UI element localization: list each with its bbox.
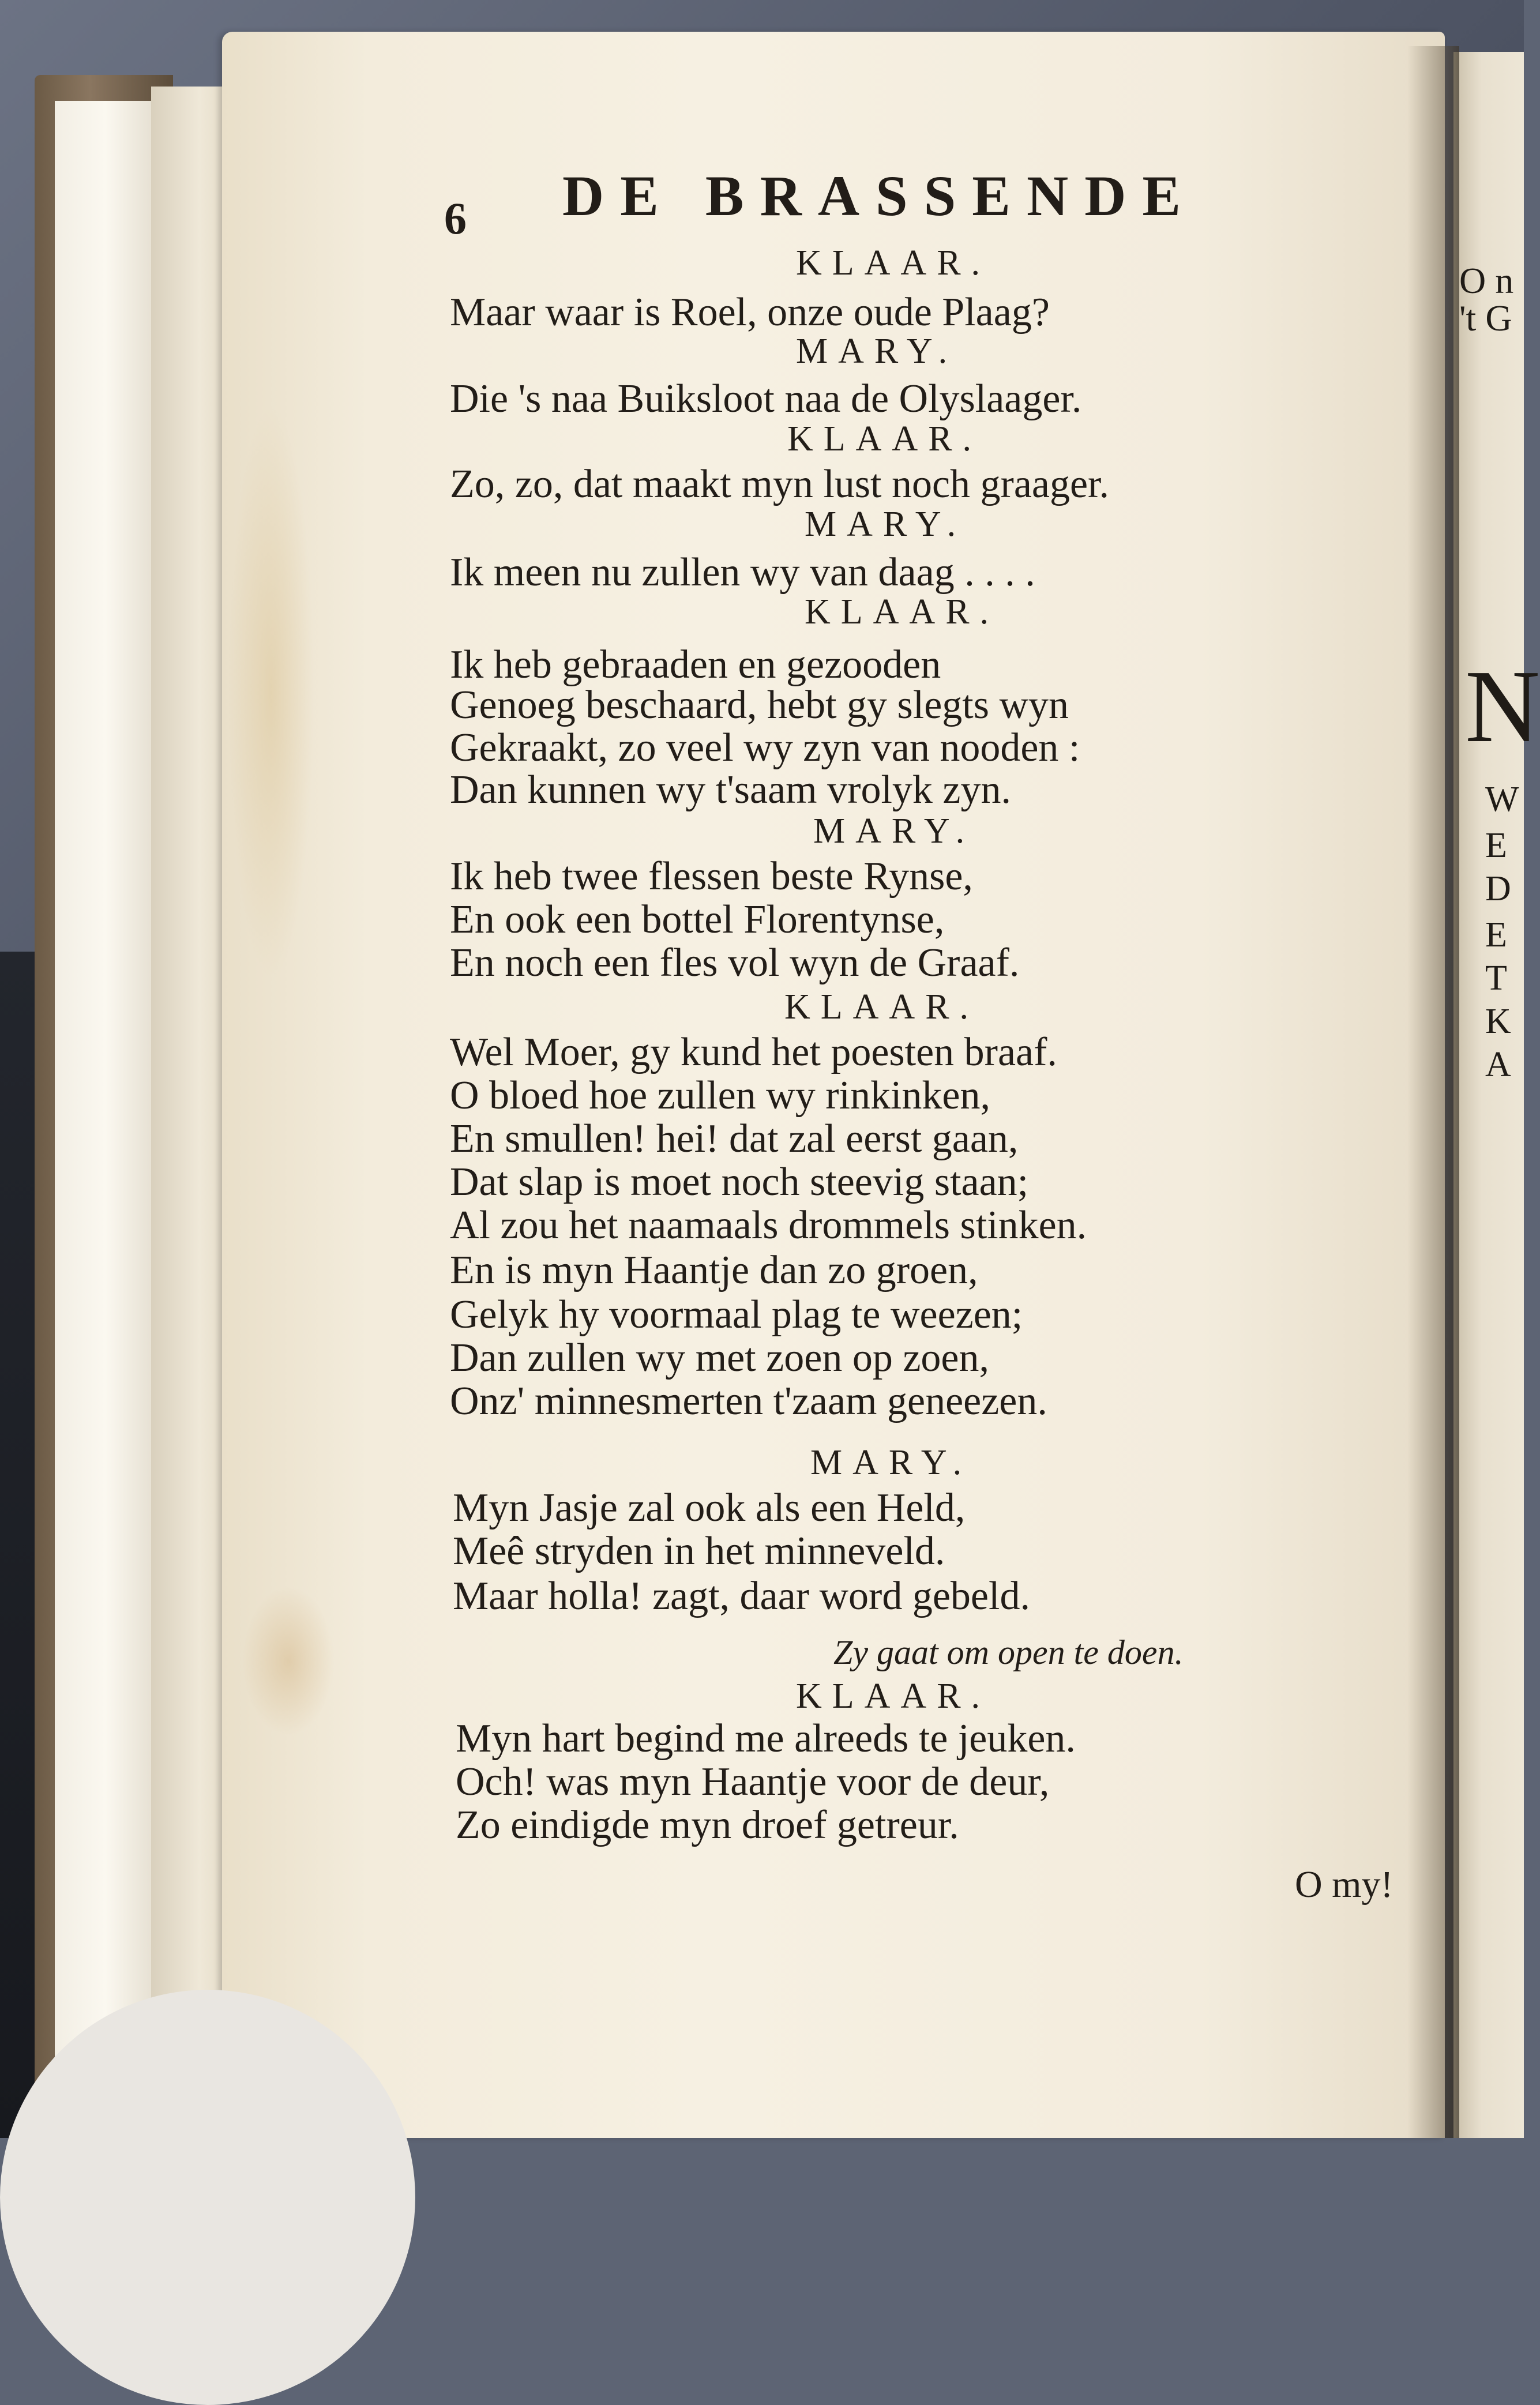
verse-line: Maar holla! zagt, daar word gebeld. [453,1574,1030,1618]
speaker-name: KLAAR. [787,419,982,459]
verse-line: O bloed hoe zullen wy rinkinken, [450,1073,991,1118]
verse-line: Wel Moer, gy kund het poesten braaf. [450,1030,1057,1074]
verse-line: Meê stryden in het minneveld. [453,1529,945,1573]
verse-line: Dan zullen wy met zoen op zoen, [450,1336,989,1380]
page-edges [151,87,232,2138]
page-stain [242,1586,335,1736]
verse-line: En smullen! hei! dat zal eerst gaan, [450,1117,1019,1161]
verse-line: Gelyk hy voormaal plag te weezen; [450,1292,1023,1337]
verse-line: Al zou het naamaals drommels stinken. [450,1203,1087,1247]
speaker-name: KLAAR. [796,1677,991,1716]
verse-line: Die 's naa Buiksloot naa de Olyslaager. [450,377,1082,421]
verse-line: Och! was myn Haantje voor de deur, [456,1760,1050,1804]
verse-line: Myn Jasje zal ook als een Held, [453,1486,966,1530]
verse-line: Ik heb twee flessen beste Rynse, [450,854,973,899]
page-stain [228,404,314,980]
verse-line: En is myn Haantje dan zo groen, [450,1248,978,1292]
facing-page-line: W [1485,780,1519,819]
verse-line: Dat slap is moet noch steevig staan; [450,1160,1029,1204]
verse-line: Ik heb gebraaden en gezooden [450,642,941,687]
verse-line: Dan kunnen wy t'saam vrolyk zyn. [450,768,1011,812]
verse-line: Zo eindigde myn droef getreur. [456,1803,959,1847]
speaker-name: MARY. [796,332,958,371]
facing-page-line: E [1485,826,1507,865]
facing-page-line: E [1485,915,1507,955]
facing-page-line: D [1485,869,1511,908]
verse-line: Maar waar is Roel, onze oude Plaag? [450,290,1050,335]
facing-page-line: 't G [1459,298,1512,339]
verse-line: Ik meen nu zullen wy van daag . . . . [450,550,1035,595]
facing-page-initial: N [1465,649,1540,764]
speaker-name: MARY. [805,505,967,544]
speaker-name: MARY. [813,811,975,851]
verse-line: Onz' minnesmerten t'zaam geneezen. [450,1379,1047,1423]
page-gutter-shadow [1407,46,1459,2138]
verse-line: Myn hart begind me alreeds te jeuken. [456,1716,1076,1761]
verse-line: Genoeg beschaard, hebt gy slegts wyn [450,683,1069,727]
running-head: DE BRASSENDE [562,164,1197,228]
facing-page-line: A [1485,1045,1511,1084]
facing-page [1453,52,1540,2138]
stage-direction: Zy gaat om open te doen. [833,1633,1184,1671]
page-number: 6 [444,193,467,243]
verse-line: Gekraakt, zo veel wy zyn van nooden : [450,726,1080,770]
catchword: O my! [1295,1863,1393,1906]
verse-line: Zo, zo, dat maakt myn lust noch graager. [450,462,1110,506]
book-endpaper [55,101,156,2138]
speaker-name: KLAAR. [796,243,991,283]
speaker-name: KLAAR. [784,987,979,1027]
facing-page-line: T [1485,959,1507,998]
verse-line: En noch een fles vol wyn de Graaf. [450,941,1020,985]
verse-line: En ook een bottel Florentynse, [450,897,945,942]
facing-page-line: K [1485,1002,1511,1041]
corner-overlay-circle [0,1990,415,2405]
speaker-name: MARY. [810,1443,972,1482]
facing-page-line: O n [1459,260,1514,301]
speaker-name: KLAAR. [805,592,1000,632]
